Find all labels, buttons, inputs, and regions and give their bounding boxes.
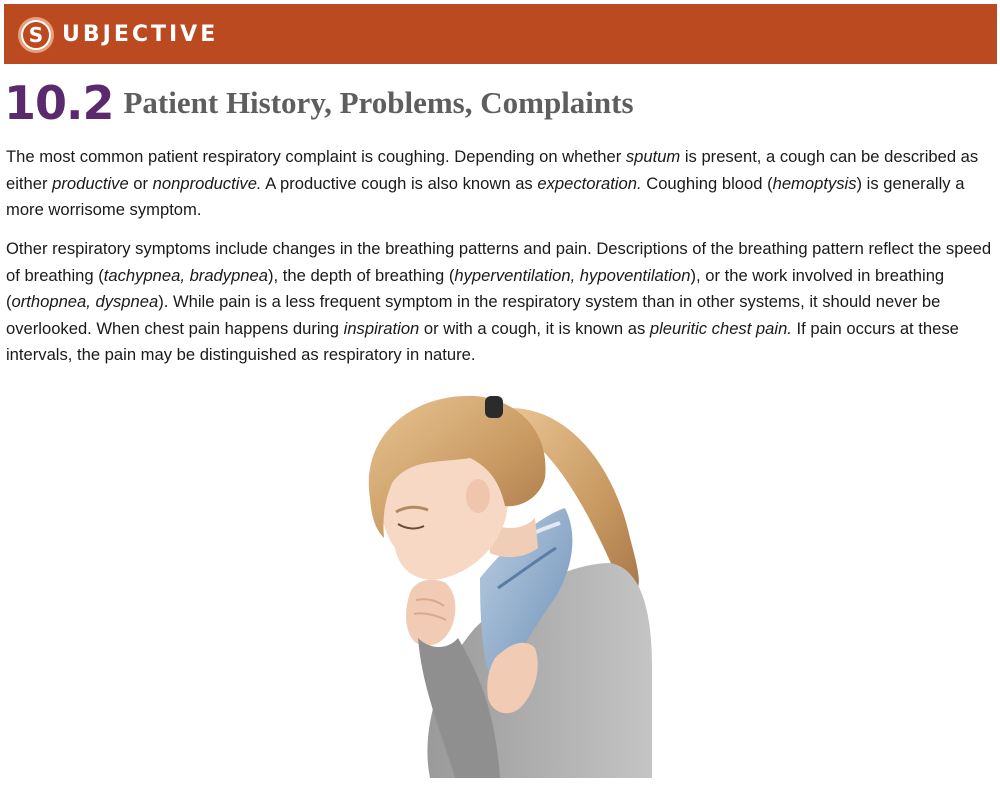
section-number: 10.2 bbox=[4, 76, 114, 130]
term-work: orthopnea, dyspnea bbox=[11, 292, 159, 311]
text-run: A productive cough is also known as bbox=[261, 173, 538, 193]
text-run: ), the depth of breathing ( bbox=[268, 265, 455, 285]
term-pleuritic: pleuritic chest pain. bbox=[649, 318, 792, 338]
term-productive: productive bbox=[52, 173, 129, 193]
term-inspiration: inspiration bbox=[343, 318, 420, 338]
term-sputum: sputum bbox=[625, 147, 681, 166]
term-nonproductive: nonproductive. bbox=[152, 173, 262, 193]
paragraph-symptoms bbox=[6, 236, 998, 369]
text-run: ) is generally a more worrisome symptom. bbox=[6, 173, 965, 219]
banner-label: UBJECTIVE bbox=[62, 22, 219, 47]
text-run: is present, a cough can be described as either bbox=[6, 147, 979, 193]
text-run: ). While pain is a less frequent symptom in the respiratory system than in other systems, it should never be overlooked. When chest pain happens during bbox=[6, 292, 941, 338]
coughing-woman-photo bbox=[360, 388, 652, 778]
text-run: or with a cough, it is known as bbox=[419, 318, 650, 338]
text-run: If pain occurs at these intervals, the pain may be distinguished as respiratory in nature. bbox=[6, 318, 959, 364]
paragraph-cough bbox=[6, 144, 998, 224]
s-badge-icon bbox=[18, 17, 54, 53]
text-run: ), or the work involved in breathing ( bbox=[6, 265, 945, 311]
text-run: The most common patient respiratory complaint is coughing. Depending on whether bbox=[6, 147, 626, 166]
subjective-banner bbox=[4, 4, 997, 64]
term-depth: hyperventilation, hypoventilation bbox=[454, 265, 691, 285]
text-run: Other respiratory symptoms include changes in the breathing patterns and pain. Descriptions of the breathing pattern reflect the speed of breathing ( bbox=[6, 239, 992, 285]
badge-letter: S bbox=[21, 20, 51, 50]
text-run: or bbox=[128, 173, 153, 193]
term-hemoptysis: hemoptysis bbox=[772, 173, 857, 193]
section-heading bbox=[4, 76, 634, 130]
text-run: Coughing blood ( bbox=[641, 173, 773, 193]
section-title: Patient History, Problems, Complaints bbox=[123, 85, 634, 120]
term-speed: tachypnea, bradypnea bbox=[103, 265, 269, 285]
term-expectoration: expectoration. bbox=[537, 173, 642, 193]
